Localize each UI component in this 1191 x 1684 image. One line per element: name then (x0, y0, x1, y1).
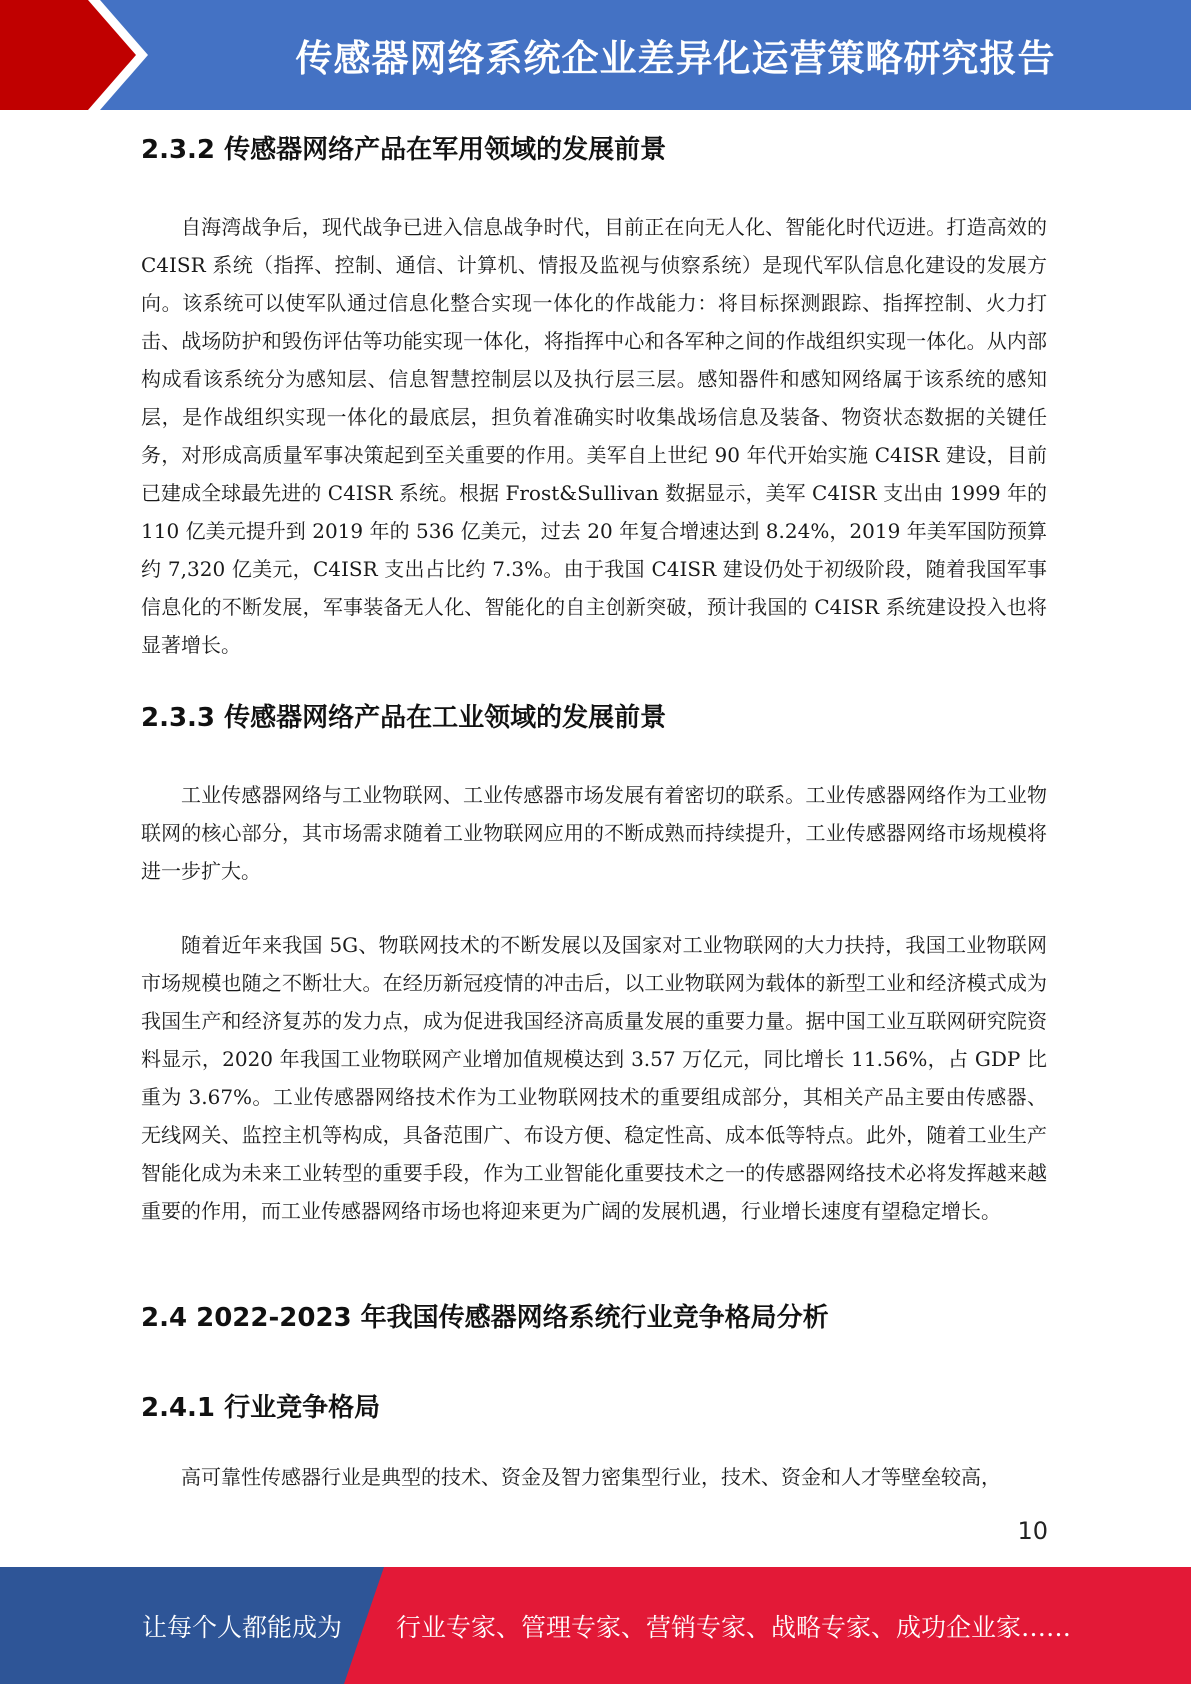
paragraph-competition: 高可靠性传感器行业是典型的技术、资金及智力密集型行业，技术、资金和人才等壁垒较高， (181, 1465, 1001, 1489)
page-header (0, 0, 1191, 110)
section-heading-2-4: 2.4 2022-2023 年我国传感器网络系统行业竞争格局分析 (141, 1303, 829, 1333)
footer-slogan-left: 让每个人都能成为 (142, 1612, 343, 1642)
report-title: 传感器网络系统企业差异化运营策略研究报告 (295, 37, 1056, 80)
paragraph-military: 自海湾战争后，现代战争已进入信息战争时代，目前正在向无人化、智能化时代迈进。打造高效的 C4ISR 系统（指挥、控制、通信、计算机、情报及监视与侦察系统）是现代军队信息化建设的发展方向。该系统可以使军队通过信息化整合实现一体化的作战能力：将目标探测跟踪、指挥控制、火力打击、战场防护和毁伤评估等功能实现一体化，将指挥中心和各军种之间的作战组织实现一体化。从内部构成看该系统分为感知层、信息智慧控制层以及执行层三层。感知器件和感知网络属于该系统的感知层，是作战组织实现一体化的最底层，担负着准确实时收集战场信息及装备、物资状态数据的关键任务，对形成高质量军事决策起到至关重要的作用。美军自上世纪 90 年代开始实施 C4ISR 建设，目前已建成全球最先进的 C4ISR 系统。根据 Frost&Sullivan 数据显示，美军 C4ISR 支出由 1999 年的 110 亿美元提升到 2019 年的 536 亿美元，过去 20 年复合增速达到 8.24%，2019 年美军国防预算约 7,320 亿美元，C4ISR 支出占比约 7.3%。由于我国 C4ISR 建设仍处于初级阶段，随着我国军事信息化的不断发展，军事装备无人化、智能化的自主创新突破，预计我国的 C4ISR 系统建设投入也将显著增长。 (141, 215, 1047, 657)
section-heading-2-4-1: 2.4.1 行业竞争格局 (141, 1393, 381, 1423)
page-number: 10 (1017, 1517, 1048, 1545)
header-chevron-decoration (0, 0, 200, 110)
footer-slogan-right: 行业专家、管理专家、营销专家、战略专家、成功企业家…… (396, 1612, 1072, 1642)
section-heading-2-3-2: 2.3.2 传感器网络产品在军用领域的发展前景 (141, 135, 667, 165)
paragraph-industrial-1: 工业传感器网络与工业物联网、工业传感器市场发展有着密切的联系。工业传感器网络作为工业物联网的核心部分，其市场需求随着工业物联网应用的不断成熟而持续提升，工业传感器网络市场规模将进一步扩大。 (141, 783, 1047, 883)
paragraph-industrial-2: 随着近年来我国 5G、物联网技术的不断发展以及国家对工业物联网的大力扶持，我国工业物联网市场规模也随之不断壮大。在经历新冠疫情的冲击后，以工业物联网为载体的新型工业和经济模式成为我国生产和经济复苏的发力点，成为促进我国经济高质量发展的重要力量。据中国工业互联网研究院资料显示，2020 年我国工业物联网产业增加值规模达到 3.57 万亿元，同比增长 11.56%，占 GDP 比重为 3.67%。工业传感器网络技术作为工业物联网技术的重要组成部分，其相关产品主要由传感器、无线网关、监控主机等构成，具备范围广、布设方便、稳定性高、成本低等特点。此外，随着工业生产智能化成为未来工业转型的重要手段，作为工业智能化重要技术之一的传感器网络技术必将发挥越来越重要的作用，而工业传感器网络市场也将迎来更为广阔的发展机遇，行业增长速度有望稳定增长。 (141, 933, 1047, 1223)
page-content (141, 128, 1047, 1496)
section-heading-2-3-3: 2.3.3 传感器网络产品在工业领域的发展前景 (141, 703, 667, 733)
page-footer (0, 1567, 1191, 1684)
